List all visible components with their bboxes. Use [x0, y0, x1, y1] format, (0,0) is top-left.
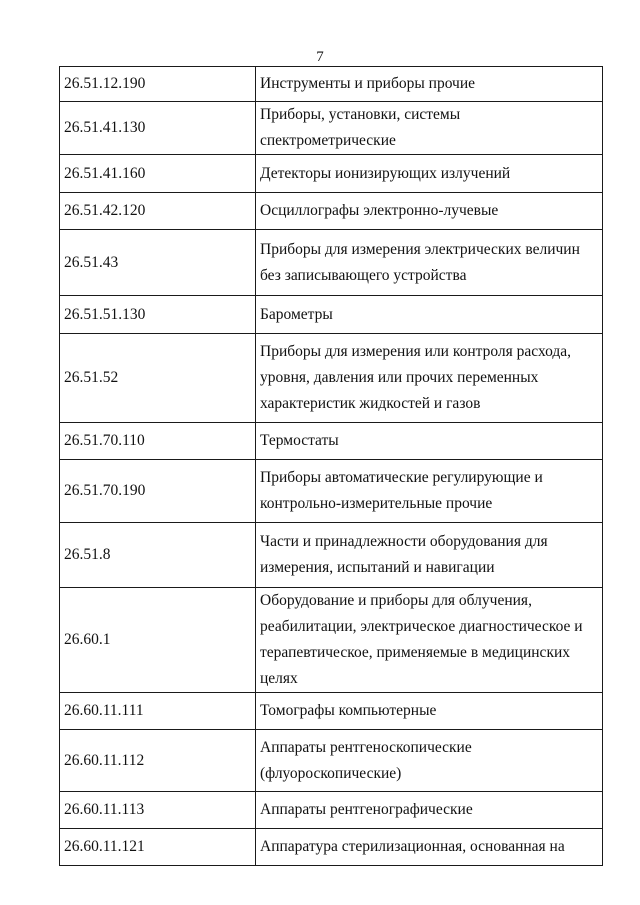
code-cell: 26.51.41.130: [60, 102, 256, 155]
table-row: [60, 730, 603, 792]
table-row: [60, 155, 603, 193]
code-cell: 26.51.8: [60, 523, 256, 588]
code-cell: 26.60.11.111: [60, 693, 256, 730]
description-cell: Приборы для измерения электрических величин без записывающего устройства: [256, 230, 603, 296]
code-cell: 26.51.41.160: [60, 155, 256, 193]
description-cell: Осциллографы электронно-лучевые: [256, 193, 603, 230]
description-cell: Барометры: [256, 296, 603, 334]
description-cell: Детекторы ионизирующих излучений: [256, 155, 603, 193]
code-cell: 26.60.11.113: [60, 792, 256, 829]
code-cell: 26.51.43: [60, 230, 256, 296]
description-cell: Приборы автоматические регулирующие и контрольно-измерительные прочие: [256, 460, 603, 523]
table-row: [60, 334, 603, 423]
code-cell: 26.60.11.121: [60, 829, 256, 866]
table-row: [60, 102, 603, 155]
table-row: [60, 588, 603, 693]
code-cell: 26.51.70.190: [60, 460, 256, 523]
table-row: [60, 693, 603, 730]
description-cell: Томографы компьютерные: [256, 693, 603, 730]
table-row: [60, 193, 603, 230]
description-cell: Аппараты рентгеноскопические (флуороскопические): [256, 730, 603, 792]
code-cell: 26.51.12.190: [60, 67, 256, 102]
description-cell: Аппараты рентгенографические: [256, 792, 603, 829]
description-cell: Инструменты и приборы прочие: [256, 67, 603, 102]
codes-table: [59, 66, 603, 866]
code-cell: 26.60.1: [60, 588, 256, 693]
table-row: [60, 67, 603, 102]
code-cell: 26.51.70.110: [60, 423, 256, 460]
page-number: 7: [316, 49, 324, 65]
table-row: [60, 230, 603, 296]
code-cell: 26.51.52: [60, 334, 256, 423]
code-cell: 26.51.42.120: [60, 193, 256, 230]
description-cell: Термостаты: [256, 423, 603, 460]
description-cell: Приборы, установки, системы спектрометрические: [256, 102, 603, 155]
table-row: [60, 523, 603, 588]
code-cell: 26.60.11.112: [60, 730, 256, 792]
code-cell: 26.51.51.130: [60, 296, 256, 334]
description-cell: Приборы для измерения или контроля расхода, уровня, давления или прочих переменных характеристик жидкостей и газов: [256, 334, 603, 423]
table-row: [60, 423, 603, 460]
table-row: [60, 296, 603, 334]
table-row: [60, 829, 603, 866]
table-row: [60, 792, 603, 829]
description-cell: Аппаратура стерилизационная, основанная на: [256, 829, 603, 866]
description-cell: Оборудование и приборы для облучения, реабилитации, электрическое диагностическое и терапевтическое, применяемые в медицинских целях: [256, 588, 603, 693]
description-cell: Части и принадлежности оборудования для измерения, испытаний и навигации: [256, 523, 603, 588]
table-row: [60, 460, 603, 523]
